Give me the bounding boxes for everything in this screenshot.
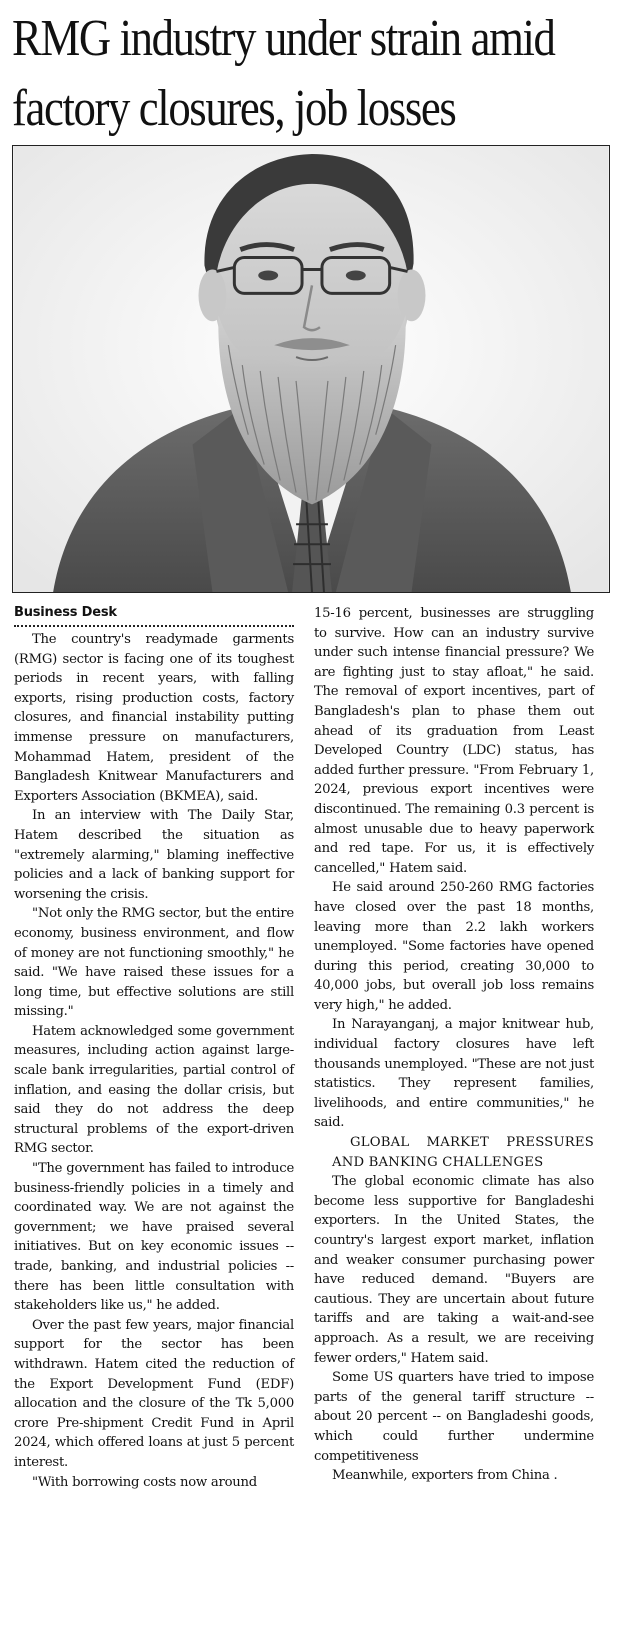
article-paragraph: Over the past few years, major financial support for the sector has been withdrawn. Hatem cited the reduction of the Export Development Fund (EDF) allocation and the closure of the Tk 5,000 crore Pre-shipment Credit Fund in April 2024, which offered loans at just 5 percent interest. [14, 1317, 294, 1470]
article-paragraph: In Narayanganj, a major knitwear hub, individual factory closures have left thousands unemployed. "These are not just statistics. They represent families, livelihoods, and entire communities," he said. [314, 1017, 594, 1131]
article-paragraph: "The government has failed to introduce business-friendly policies in a timely and coordinated way. We are not against the government; we have praised several initiatives. But on key economic issues -- trade, banking, and industrial policies -- there has been little consultation with stakeholders like us," he added. [14, 1161, 294, 1314]
article-paragraph-continued: 15-16 percent, businesses are struggling to survive. How can an industry survive under such intense financial pressure? We are fighting just to stay afloat," he said. The removal of export incentives, part of Bangladesh's plan to phase them out ahead of its graduation from Least Developed Country (LDC) status, has added further pressure. "From February 1, 2024, previous export incentives were discontinued. The remaining 0.3 percent is almost unusable due to heavy paperwork and red tape. For us, it is effectively cancelled," Hatem said. [314, 606, 594, 876]
section-subhead [314, 1133, 594, 1172]
headline-line-1: RMG industry under strain amid [12, 10, 555, 67]
article-paragraph: Some US quarters have tried to impose parts of the general tariff structure -- about 20 percent -- on Bangladeshi goods, which could further undermine competitiveness [314, 1370, 594, 1464]
article-column-right [314, 604, 594, 1486]
article-paragraph: Meanwhile, exporters from China . [332, 1468, 558, 1484]
article-paragraph: He said around 250-260 RMG factories have closed over the past 18 months, leaving more than 2.2 lakh workers unemployed. "Some factories have opened during this period, creating 30,000 to 40,000 jobs, but overall job loss remains very high," he added. [314, 880, 594, 1013]
article-paragraph: Hatem acknowledged some government measures, including action against large-scale bank irregularities, partial control of inflation, and easing the dollar crisis, but said they do not address the deep structural problems of the export-driven RMG sector. [14, 1023, 294, 1157]
headline-line-2: factory closures, job losses [12, 80, 456, 137]
article-paragraph: "With borrowing costs now around [32, 1474, 257, 1490]
byline: Business Desk [14, 604, 294, 627]
subhead-line-2: AND BANKING CHALLENGES [332, 1154, 544, 1170]
article-paragraph: "Not only the RMG sector, but the entire economy, business environment, and flow of money are not functioning smoothly," he said. "We have raised these issues for a long time, but effective solutions are still missing." [14, 906, 294, 1020]
portrait-illustration [13, 146, 609, 592]
article-column-left [14, 604, 294, 1492]
article-paragraph: In an interview with The Daily Star, Hatem described the situation as "extremely alarming," blaming ineffective policies and a lack of banking support for worsening the crisis. [14, 808, 294, 902]
article-paragraph: The country's readymade garments (RMG) sector is facing one of its toughest periods in recent years, with falling exports, rising production costs, factory closures, and financial instability putting immense pressure on manufacturers, Mohammad Hatem, president of the Bangladesh Knitwear Manufacturers and Exporters Association (BKMEA), said. [14, 632, 294, 804]
headline [12, 4, 555, 144]
article-paragraph: The global economic climate has also become less supportive for Bangladeshi exporters. In the United States, the country's largest export market, inflation and weaker consumer purchasing power have reduced demand. "Buyers are cautious. They are uncertain about future tariffs and are taking a wait-and-see approach. As a result, we are receiving fewer orders," Hatem said. [314, 1174, 594, 1366]
portrait-photo [12, 145, 610, 593]
subhead-line-1: GLOBAL MARKET PRESSURES [350, 1135, 594, 1151]
